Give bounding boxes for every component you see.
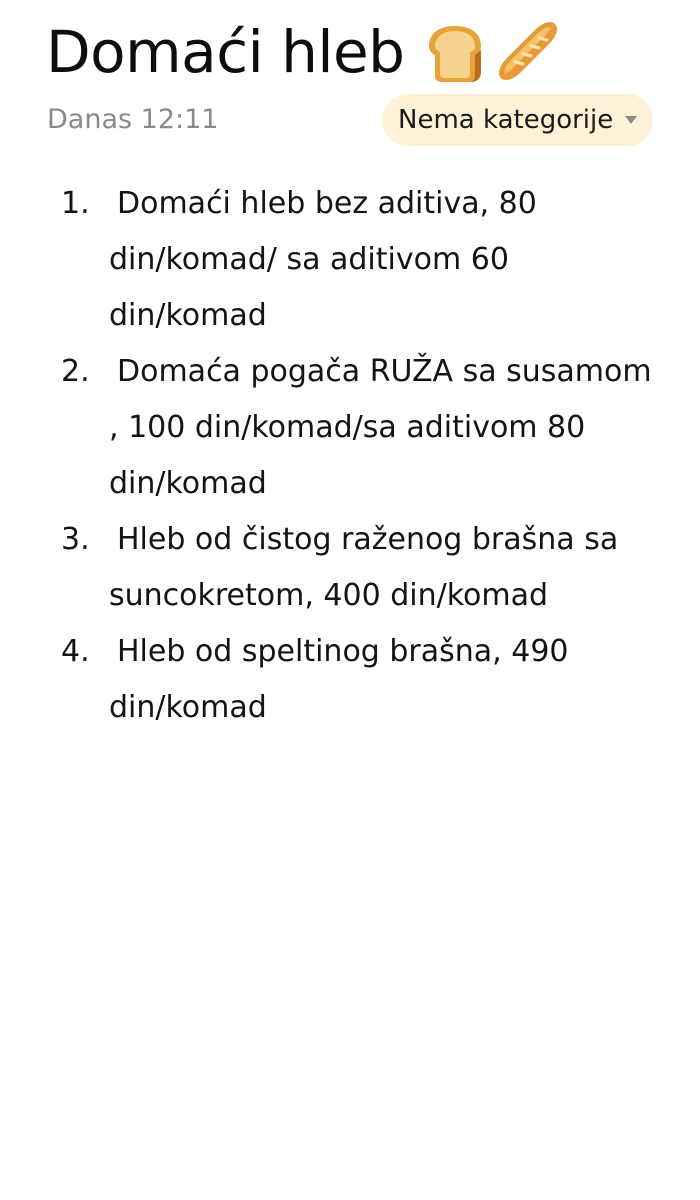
note-body-list[interactable] <box>0 176 700 736</box>
note-title[interactable] <box>46 14 565 90</box>
list-item-number: 2. <box>61 354 90 389</box>
list-item-text[interactable]: Domaća pogača RUŽA sa susamom , 100 din/komad/sa aditivom 80 din/komad <box>109 354 652 501</box>
list-item[interactable] <box>0 344 700 512</box>
chevron-down-icon <box>625 116 637 124</box>
note-title-text[interactable]: Domaći hleb <box>46 18 405 86</box>
list-item-text[interactable]: Hleb od speltinog brašna, 490 din/komad <box>109 634 569 725</box>
baguette-icon <box>493 16 565 88</box>
list-item-number: 4. <box>61 634 90 669</box>
list-item-text[interactable]: Hleb od čistog raženog brašna sa suncokretom, 400 din/komad <box>109 522 619 613</box>
note-meta <box>0 92 700 148</box>
category-dropdown[interactable] <box>382 94 653 146</box>
list-item-text[interactable]: Domaći hleb bez aditiva, 80 din/komad/ sa aditivom 60 din/komad <box>109 186 537 333</box>
category-label: Nema kategorije <box>398 105 614 135</box>
list-item[interactable] <box>0 176 700 344</box>
bread-icon <box>419 16 491 88</box>
list-item-number: 3. <box>61 522 90 557</box>
list-item[interactable] <box>0 624 700 736</box>
list-item-number: 1. <box>61 186 90 221</box>
list-item[interactable] <box>0 512 700 624</box>
note-date: Danas 12:11 <box>47 104 219 135</box>
